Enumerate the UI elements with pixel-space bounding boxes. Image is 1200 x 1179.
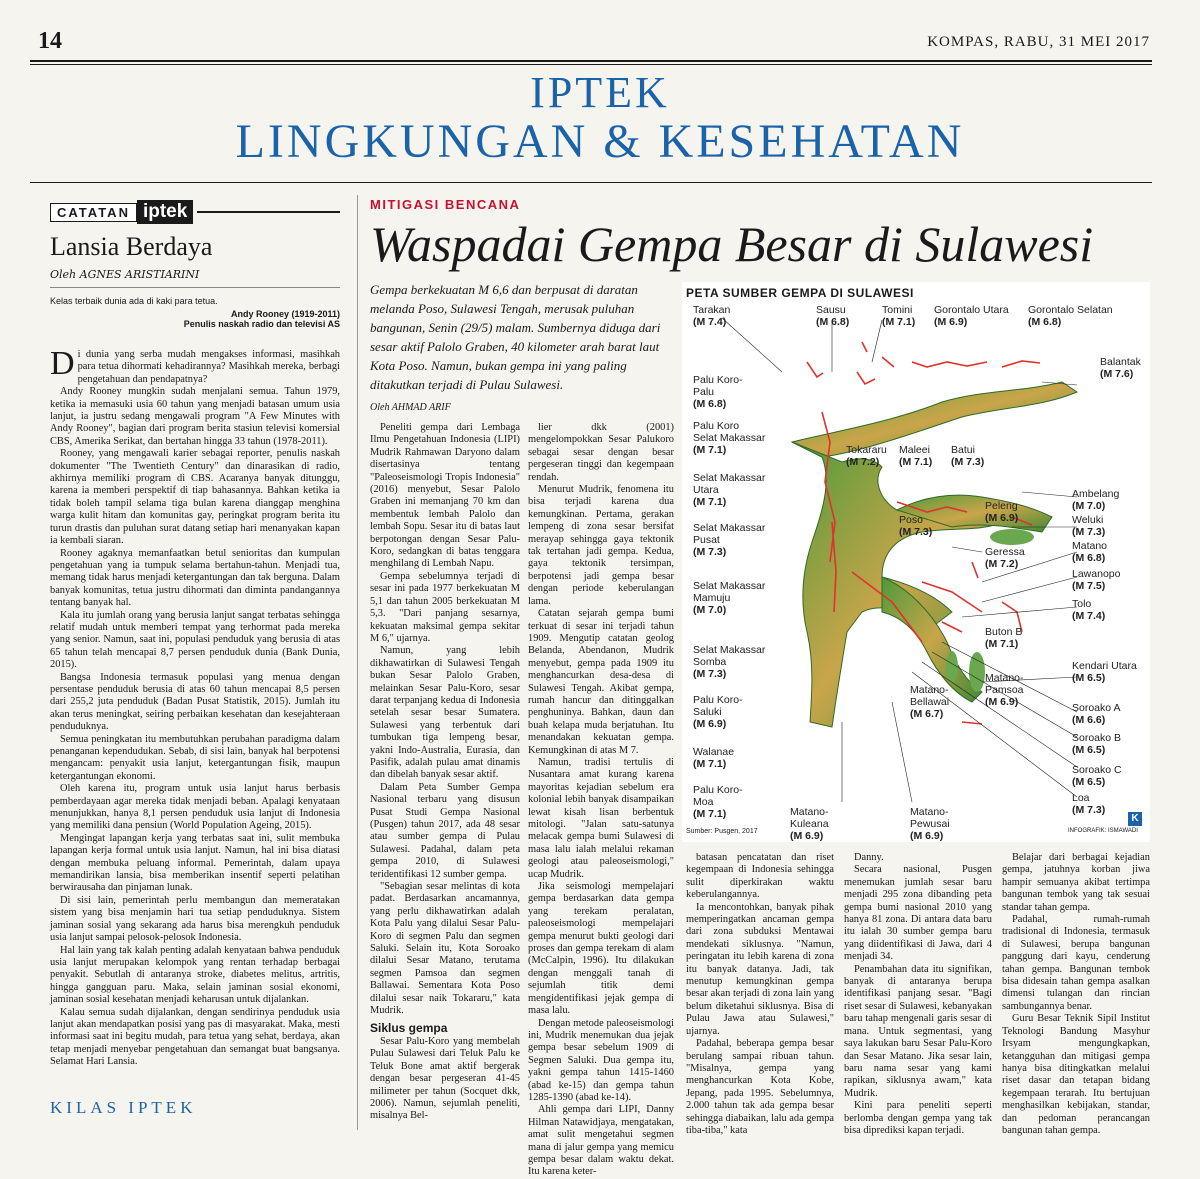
column-quote-role: Penulis naskah radio dan televisi AS: [183, 319, 340, 329]
paragraph: Menurut Mudrik, fenomena itu bisa terjadi karena dua kemungkinan. Pertama, gerakan lempeng di zona sesar bersifat merayap sehingga gaya tektonik tak tertahan jadi gempa. Kedua, gaya tektonik tersimpan, berpotensi jadi gempa besar dengan periode keberulangan lama.: [528, 484, 674, 607]
column-byline: Oleh AGNES ARISTIARINI: [50, 268, 340, 288]
island-buton: [969, 652, 985, 692]
article-column-3: [686, 852, 835, 1136]
article-headline: Waspadai Gempa Besar di Sulawesi: [370, 216, 1094, 272]
paragraph: Secara nasional, Pusgen menemukan jumlah sesar baru menjadi 295 zona dibanding peta gempa bumi nasional 2010 yang hanya 81 zona. Di antara data baru itu ialah 30 sumber gempa baru yang diidentifikasi di Jawa, dari 4 menjadi 34.: [844, 864, 992, 963]
map-label-matano-pewusai: Matano- Pewusai (M 6.9): [910, 806, 950, 842]
map-label-tomini: Tomini (M 7.1): [882, 304, 916, 328]
map-label-matano-pamsoa: Matano- Pamsoa (M 6.9): [985, 672, 1024, 708]
paragraph: Hal lain yang tak kalah penting adalah kenyataan bahwa penduduk usia lanjut merupakan kelompok yang rentan terhadap berbagai penyakit. Sebutlah di antaranya stroke, diabetes melitus, artritis, hingga gangguan paru. Maka, selain jaminan sosial ekonomi, jaminan sosial kesehatan menjadi keharusan untuk dijalankan.: [50, 944, 340, 1006]
map-label-palu-koro-palu: Palu Koro- Palu (M 6.8): [693, 374, 743, 410]
kicker-line: [197, 211, 340, 213]
map-label-selat-makassar-mamuju: Selat Makassar Mamuju (M 7.0): [693, 580, 766, 616]
map-label-weluki: Weluki (M 7.3): [1072, 514, 1106, 538]
map-label-sausu: Sausu (M 6.8): [816, 304, 850, 328]
article-kicker: MITIGASI BENCANA: [370, 197, 521, 212]
header-rule: [30, 60, 1152, 62]
paragraph: Dengan metode paleoseismologi ini, Mudrik menemukan dua jejak gempa besar sebelum 1909 di Segmen Saluki. Dua gempa itu, yakni gempa tahun 1415-1460 (abad ke-15) dan gempa tahun 1285-1390 (abad ke-14).: [528, 1017, 674, 1103]
paragraph: Gempa sebelumnya terjadi di sesar ini pada 1977 berkekuatan M 5,1 dan tahun 2005 berkekuatan M 5,3. "Dari panjang sesarnya, kekuatan maksimal gempa sekitar M 6," ujarnya.: [370, 570, 520, 644]
header-rule-thin: [30, 64, 1152, 65]
dateline: KOMPAS, RABU, 31 MEI 2017: [927, 34, 1150, 50]
map-label-balantak: Balantak (M 7.6): [1100, 356, 1141, 380]
paragraph: Dalam Peta Sumber Gempa Nasional terbaru yang disusun Pusat Studi Gempa Nasional (Pusgen) tahun 2017, ada 48 sesar atau sumber gempa di Pulau Sulawesi. Padahal, dalam peta gempa 2010, di Sulawesi teridentifikasi 12 sumber gempa.: [370, 781, 520, 880]
paragraph: Rooney, yang mengawali karier sebagai reporter, penulis naskah dokumenter "The Twentieth Century" dan dinarasikan di radio, akhirnya memiliki program di CBS. Acaranya banyak ditunggu, karena ia memberi perspektif di tiap bahasannya. Bahkan ketika ia tidak boleh tampil selama tiga bulan karena dianggap menghina warga kulit hitam dan komunitas gay, peringkat program berita itu turun drastis dan puluhan surat datang setiap hari menanyakan kapan ia kembali siaran.: [50, 448, 340, 547]
map-label-batui: Batui (M 7.3): [951, 444, 985, 468]
paragraph: Danny.: [854, 852, 884, 863]
kompas-logo: K: [1128, 812, 1142, 826]
map-label-poso: Poso (M 7.3): [899, 514, 933, 538]
article-byline: Oleh AHMAD ARIF: [370, 402, 451, 413]
paragraph: Di sisi lain, pemerintah perlu membangun dan memeratakan sistem yang bisa menjamin hari tua setiap penduduknya. Sistem jaminan sosial yang sekarang ada harus bisa merengkuh penduduk usia lanjut sampai pelosok-pelosok Indonesia.: [50, 894, 340, 944]
article-column-2: [528, 422, 674, 1178]
map-label-soroako-a: Soroako A (M 6.6): [1072, 702, 1121, 726]
column-quote: Kelas terbaik dunia ada di kaki para tetua.: [50, 296, 218, 306]
map-label-palu-koro-selat-makassar: Palu Koro Selat Makassar (M 7.1): [693, 420, 766, 456]
subhead-siklus-gempa: Siklus gempa: [370, 1020, 448, 1035]
map-label-soroako-c: Soroako C (M 6.5): [1072, 764, 1122, 788]
paragraph-text: i dunia yang serba mudah mengakses informasi, masihkah para tetua dihormati kehadirannya? Masihkah mereka, berbagi pengetahuan dan pendapatnya?: [77, 349, 340, 385]
map-label-selat-makassar-utara: Selat Makassar Utara (M 7.1): [693, 472, 766, 508]
map-label-lawanopo: Lawanopo (M 7.5): [1072, 568, 1121, 592]
paragraph: Guru Besar Teknik Sipil Institut Teknologi Bandung Masyhur Irsyam mengungkapkan, ketangguhan dan mitigasi gempa hanya bisa ditingkatkan melalui riset dasar dan tetapan bidang kegempaan terarah. Itu bertujuan menghasilkan kebijakan, standar, dan pedoman perancangan bangunan tahan gempa.: [1002, 1013, 1150, 1136]
paragraph: Padahal, rumah-rumah tradisional di Indonesia, termasuk di Sulawesi, berupa bangunan panggung dari kayu, cenderung tahan gempa. Bangunan tembok bisa didesain tahan gempa asalkan dimensi tulangan dan rincian sambungannya benar.: [1002, 914, 1150, 1012]
map-label-walanae: Walanae (M 7.1): [693, 746, 735, 770]
dropcap: D: [50, 345, 75, 382]
map-label-palu-koro-saluki: Palu Koro- Saluki (M 6.9): [693, 694, 743, 730]
paragraph: Jika seismologi mempelajari gempa berdasarkan data gempa yang terekam peralatan, paleoseismologi mempelajari gempa menurut bukti geologi dari proses dan gempa terekam di alam (McCalpin, 1996). Itu dilakukan dengan menggali tanah di sejumlah titik demi mengidentifikasi jejak gempa di masa lalu.: [528, 881, 674, 1017]
paragraph: Belajar dari berbagai kejadian gempa, jatuhnya korban jiwa hampir semuanya akibat tertimpa bangunan tembok yang tak sesuai standar tahan gempa.: [1002, 852, 1150, 913]
paragraph: Kalau semua sudah dijalankan, dengan sendirinya penduduk usia lanjut akan mendapatkan posisi yang pas di masyarakat. Maka, mesti informasi saat ini begitu mudah, para tetua yang sehat, berdaya, akan tetap menjadi menyebar pengetahuan dan semangat buat bangsanya. Selamat Hari Lansia.: [50, 1006, 340, 1068]
paragraph: batasan pencatatan dan riset kegempaan di Indonesia sehingga sulit diperkirakan waktu keberulangannya.: [686, 852, 834, 901]
article-column-4: [844, 852, 992, 1136]
map-label-tokararu: Tokararu (M 7.2): [846, 444, 887, 468]
paragraph: Semua peningkatan itu membutuhkan perubahan paradigma dalam penanganan kependudukan. Sebab, di sisi lain, banyak hal berpotensi mengancam: penyakit usia lanjut, ketergantungan fisik, maupun ketergantungan ekonomi.: [50, 733, 340, 782]
paragraph: Padahal, beberapa gempa besar berulang sampai ribuan tahun. "Misalnya, gempa yang menghancurkan Kota Kobe, Jepang, pada 1995. Sebelumnya, 2.000 tahun tak ada gempa besar sehingga diabaikan, lalu ada gempa tiba-tiba," kata: [686, 1038, 835, 1136]
map-title: PETA SUMBER GEMPA DI SULAWESI: [686, 286, 914, 300]
paragraph: Rooney agaknya memanfaatkan betul senioritas dan kumpulan pengetahuan yang ia tumpuk selama bertahun-tahun. Menjadi tua, memang tidak harus menjadi ketergantungan dan tak berguna. Dalam banyak komunitas, tetua justru dihormati dan diminta pandangannya tentang banyak hal.: [50, 547, 340, 609]
kicker-iptek: iptek: [137, 200, 193, 224]
kilas-iptek-label: KILAS IPTEK: [50, 1098, 197, 1117]
paragraph: Namun, yang lebih dikhawatirkan di Sulawesi Tengah bukan Sesar Palolo Graben, melainkan Sesar Palu-Koro, sesar darat terpanjang kedua di Indonesia setelah sesar besar Sumatera. Sulawesi yang terbentuk dari tumbukan tiga lempeng besar, yakni Indo-Australia, Eurasia, dan Pasifik, adalah pulau amat dinamis dan dibelah banyak sesar aktif.: [370, 645, 520, 781]
map-label-matano-bellawai: Matano- Bellawai (M 6.7): [910, 684, 950, 720]
paragraph: Kala itu jumlah orang yang berusia lanjut sangat terbatas sehingga relatif mudah untuk memberi tempat yang terhormat pada mereka yang senior. Namun, saat ini, populasi penduduk yang berusia di atas 65 tahun telah mencapai 8,7 persen penduduk dunia (Bank Dunia, 2015).: [50, 609, 340, 671]
map-label-geressa: Geressa (M 7.2): [985, 546, 1025, 570]
paragraph: Penambahan data itu signifikan, banyak di antaranya berupa identifikasi panjang sesar. "Bagi riset sesar di Sulawesi, kebanyakan baru tahap mengenali garis sesar di mana. Untuk segmentasi, yang saya lakukan baru Sesar Palu-Koro dan Sesar Matano. Jika sesar lain, baru nama sesar yang kami rapikan, siklusnya awam," kata Mudrik.: [844, 963, 992, 1099]
paragraph: lier dkk (2001) mengelompokkan Sesar Palukoro sebagai sesar dengan besar pergeseran tinggi dan kegempaan rendah.: [528, 422, 674, 483]
paragraph: Namun, tradisi tertulis di Nusantara amat kurang karena mayoritas kejadian sebelum era kolonial lebih banyak disampaikan lewat kisah lisan berbentuk mitologi. "Jalan satu-satunya melacak gempa bumi Sulawesi di masa lalu ialah melalui rekaman geologi atau paleoseismologi," ucap Mudrik.: [528, 756, 674, 880]
map-label-peleng: Peleng (M 6.9): [985, 500, 1019, 524]
island-muna: [946, 651, 958, 683]
paragraph: Mengingat lapangan kerja yang terbatas saat ini, sulit membuka lapangan kerja formal untuk usia lanjut. Namun, hal ini bisa diatasi dengan membuka peluang informal. Pemerintah, dalam upaya memandirikan lansia, bisa memberikan insentif seperti pelatihan berwirausaha dan pinjaman lunak.: [50, 832, 340, 894]
map-label-matano: Matano (M 6.8): [1072, 540, 1108, 564]
section-title: [0, 70, 1200, 168]
paragraph: Andy Rooney mungkin sudah menjalani semua. Tahun 1979, ketika ia memasuki usia 60 tahun yang menjadi batasan umum usia lanjut, ia justru sedang mengawali program "A Few Minutes with Andy Rooney", bagian dari program berita stasiun televisi komersial CBS, Amerika Serikat, dan bertahan hingga 33 tahun (1978-2011).: [50, 386, 340, 447]
section-title-line1: IPTEK: [530, 68, 670, 117]
island-peleng: [990, 529, 1034, 545]
paragraph: Kini para peneliti seperti berlomba dengan gempa yang tak bisa diprediksi kapan terjadi.: [844, 1100, 992, 1136]
map-label-gorontalo-selatan: Gorontalo Selatan (M 6.8): [1028, 304, 1113, 328]
paragraph: [50, 345, 340, 386]
column-divider: [357, 195, 358, 1130]
page-number: 14: [38, 28, 62, 54]
column-kicker: [50, 200, 340, 224]
map-label-selat-makassar-pusat: Selat Makassar Pusat (M 7.3): [693, 522, 766, 558]
kicker-catatan: CATATAN: [50, 203, 137, 222]
map-label-selat-makassar-somba: Selat Makassar Somba (M 7.3): [693, 644, 766, 680]
map-label-soroako-b: Soroako B (M 6.5): [1072, 732, 1122, 756]
map-credit: INFOGRAFIK: ISMAWADI: [1068, 828, 1138, 834]
paragraph: Oleh karena itu, program untuk usia lanjut harus berbasis pemberdayaan agar mereka tidak menjadi beban. Apalagi kenyataan menunjukkan, hanya 8,1 persen penduduk usia lanjut di Indonesia yang memiliki dana pensiun (World Population Ageing, 2015).: [50, 783, 340, 832]
section-rule: [30, 182, 1152, 183]
map-label-buton-b: Buton B (M 7.1): [985, 626, 1023, 650]
article-column-1: [370, 422, 520, 1130]
map-label-tarakan: Tarakan (M 7.4): [693, 304, 731, 328]
column-title: Lansia Berdaya: [50, 232, 213, 261]
map-label-maleei: Maleei (M 7.1): [899, 444, 933, 468]
island-north-arm: [792, 382, 1077, 457]
map-label-tolo: Tolo (M 7.4): [1072, 598, 1106, 622]
map-label-palu-koro-moa: Palu Koro- Moa (M 7.1): [693, 784, 743, 820]
paragraph: Peneliti gempa dari Lembaga Ilmu Pengetahuan Indonesia (LIPI) Mudrik Rahmawan Daryono dalam disertasinya tentang "Paleoseismologi Tropis Indonesia" (2016) menyebut, Sesar Palolo Graben ini memanjang 70 km dan membentuk lembah Palolo dan lembah Sopu. Sesar itu di batas laut berpotongan dengan Sesar Palu-Koro, sedangkan di batas tenggara menghilang di Lembah Napu.: [370, 422, 520, 570]
paragraph: "Sebagian sesar melintas di kota padat. Berdasarkan ancamannya, yang perlu dikhawatirkan adalah Kota Palu yang dilalui Sesar Palu-Koro di segmen Palu dan segmen Saluki. Selain itu, Kota Soroako dilalui Sesar Matano, terutama segmen Pamsoa dan segmen Ballawai. Sementara Kota Poso dilalui sesar naik Tokararu," kata Mudrik.: [370, 881, 520, 1017]
article-lead: Gempa berkekuatan M 6,6 dan berpusat di daratan melanda Poso, Sulawesi Tengah, merusak puluhan bangunan, Senin (29/5) malam. Sumbernya diduga dari sesar aktif Palolo Graben, 40 kilometer arah barat laut Kota Poso. Namun, bukan gempa ini yang paling ditakutkan terjadi di Pulau Sulawesi.: [370, 282, 661, 392]
map-label-ambelang: Ambelang (M 7.0): [1072, 488, 1120, 512]
paragraph: Sesar Palu-Koro yang membelah Pulau Sulawesi dari Teluk Palu ke Teluk Bone amat aktif bergerak dengan besar pergeseran 41-45 milimeter per tahun (Socquet dkk, 2006). Namun, sejumlah peneliti, misalnya Bel-: [370, 1035, 520, 1122]
section-title-line2: LINGKUNGAN & KESEHATAN: [235, 115, 965, 168]
map-label-matano-kuleana: Matano- Kuleana (M 6.9): [790, 806, 829, 842]
column-catatan-iptek: [50, 200, 340, 1069]
paragraph: Ia mencontohkan, banyak pihak memperingatkan ancaman gempa dari zona subduksi Mentawai mendekati siklusnya. "Namun, peringatan itu lebih karena di zona itu banyak datanya. Jadi, tak menutup kemungkinan gempa besar akan terjadi di zona lain yang belum diketahui siklusnya. Bisa di Pulau Jawa atau Sulawesi," ujarnya.: [686, 901, 834, 1037]
map-source: Sumber: Pusgen, 2017: [686, 828, 758, 835]
article-column-5: [1002, 852, 1150, 1136]
column-quote-source: Andy Rooney (1919-2011): [230, 309, 340, 319]
column-body: [50, 345, 340, 1069]
paragraph: Catatan sejarah gempa bumi terkuat di sesar ini terjadi tahun 1909. Mengutip catatan geolog Belanda, Abendanon, Mudrik menyebut, gempa pada 1909 itu menghancurkan desa-desa di Sulawesi Tengah. Akibat gempa, rumah hancur dan ditinggalkan penghuninya. Bahkan, daun dan buah kelapa muda berjatuhan. Itu menandakan kekuatan gempa. Kemungkinan di atas M 7.: [528, 608, 674, 756]
map-label-gorontalo-utara: Gorontalo Utara (M 6.9): [934, 304, 1009, 328]
paragraph: Ahli gempa dari LIPI, Danny Hilman Natawidjaya, mengatakan, amat sulit mengetahui segmen mana di jalur gempa yang memicu gempa besar dalam waktu dekat. Itu karena keter-: [528, 1104, 674, 1178]
paragraph: Bangsa Indonesia termasuk populasi yang menua dengan persentase penduduk berusia di atas 60 tahun mencapai 8,5 persen dari 255,2 juta penduduk (Badan Pusat Statistik, 2015). Jumlah itu akan terus meningkat, seiring perbaikan kesehatan dan kesejahteraan penduduknya.: [50, 671, 340, 733]
map-label-loa: Loa (M 7.3): [1072, 792, 1106, 816]
map-label-kendari-utara: Kendari Utara (M 6.5): [1072, 660, 1137, 684]
